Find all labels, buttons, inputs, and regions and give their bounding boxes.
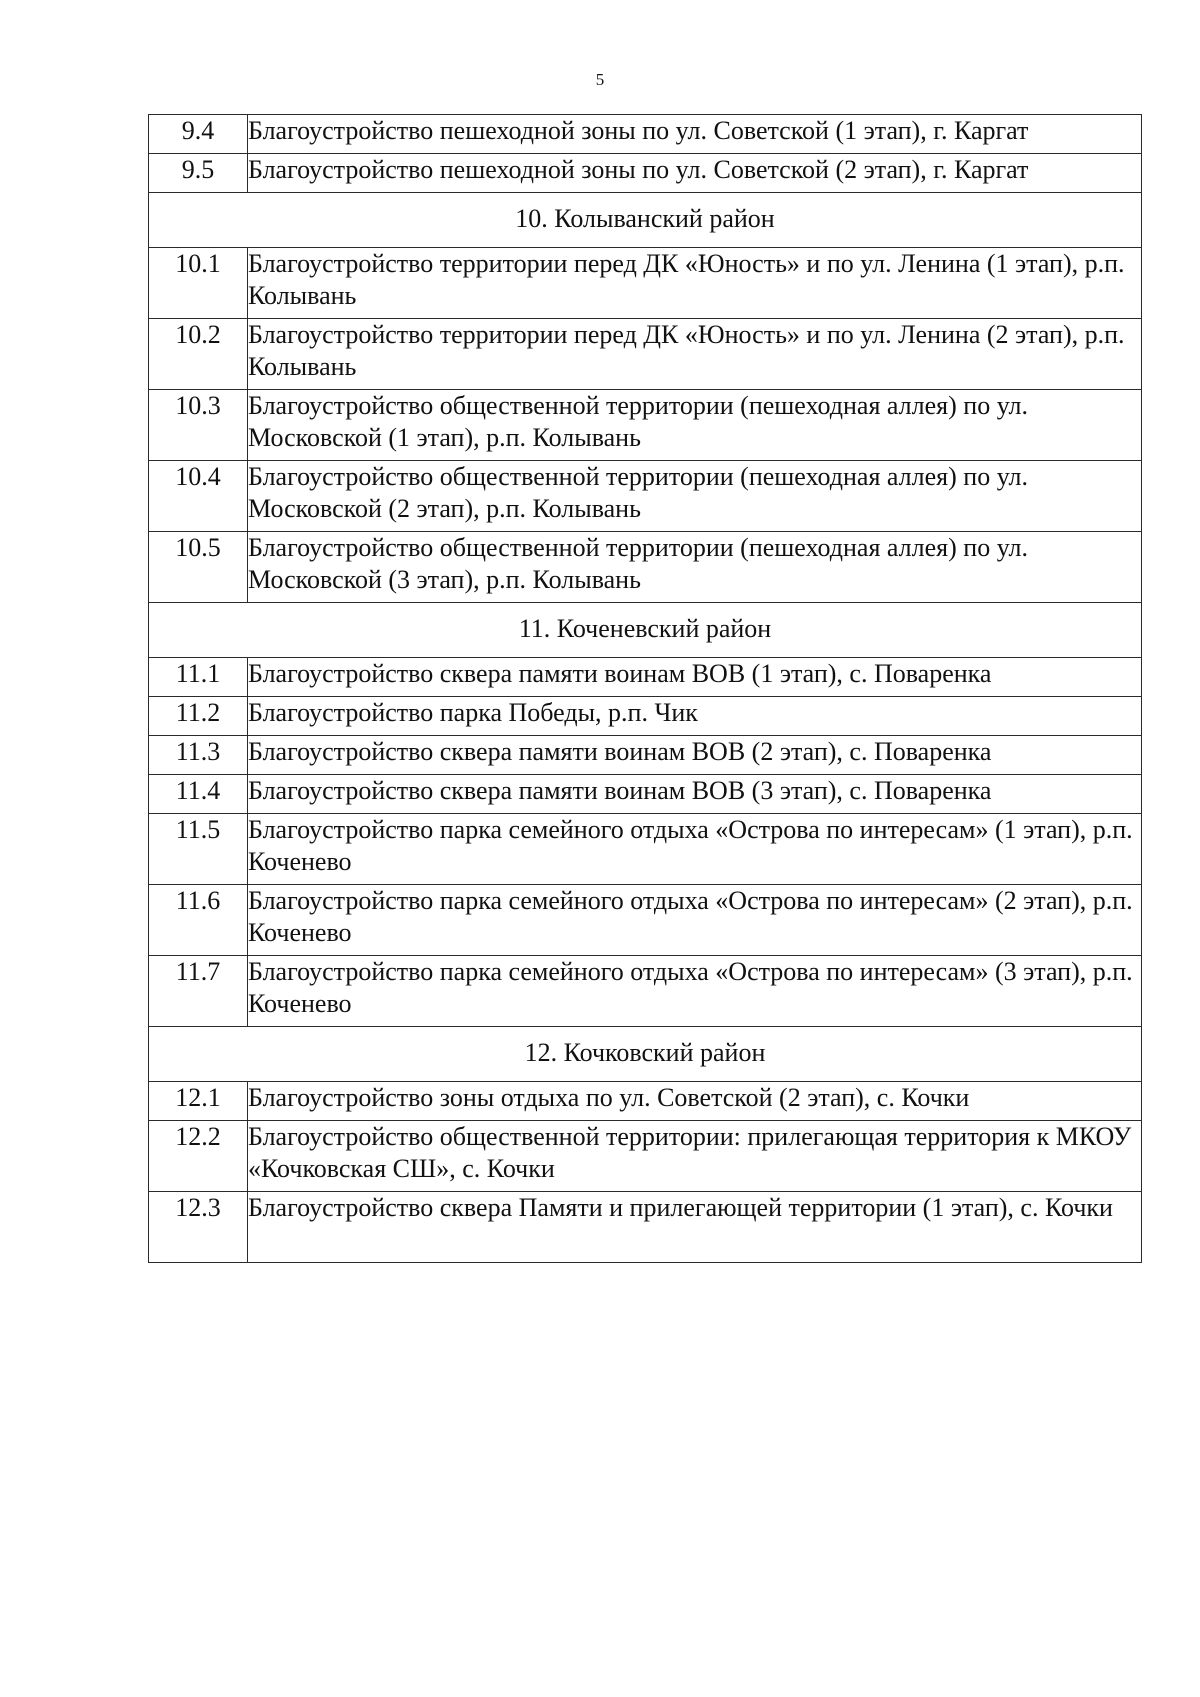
table-row — [149, 390, 1142, 461]
row-description: Благоустройство территории перед ДК «Юность» и по ул. Ленина (2 этап), р.п. Колывань — [248, 319, 1142, 390]
table-row — [149, 1192, 1142, 1263]
table-row — [149, 154, 1142, 193]
row-number: 9.5 — [149, 154, 248, 193]
row-description: Благоустройство парка семейного отдыха «Острова по интересам» (2 этап), р.п. Коченево — [248, 885, 1142, 956]
row-description: Благоустройство пешеходной зоны по ул. Советской (2 этап), г. Каргат — [248, 154, 1142, 193]
row-description: Благоустройство пешеходной зоны по ул. Советской (1 этап), г. Каргат — [248, 115, 1142, 154]
table-row — [149, 814, 1142, 885]
table-row — [149, 1082, 1142, 1121]
table-row — [149, 736, 1142, 775]
row-description: Благоустройство зоны отдыха по ул. Советской (2 этап), с. Кочки — [248, 1082, 1142, 1121]
row-number: 11.7 — [149, 956, 248, 1027]
table-row — [149, 885, 1142, 956]
table-row — [149, 532, 1142, 603]
row-number: 11.5 — [149, 814, 248, 885]
page-number: 5 — [595, 70, 605, 89]
row-number: 10.4 — [149, 461, 248, 532]
row-number: 10.3 — [149, 390, 248, 461]
section-title: 11. Коченевский район — [149, 603, 1142, 658]
row-number: 10.1 — [149, 248, 248, 319]
row-description: Благоустройство общественной территории (пешеходная аллея) по ул. Московской (1 этап), р.п. Колывань — [248, 390, 1142, 461]
row-description: Благоустройство сквера Памяти и прилегающей территории (1 этап), с. Кочки — [248, 1192, 1142, 1263]
row-number: 10.2 — [149, 319, 248, 390]
projects-table — [148, 114, 1142, 1263]
row-description: Благоустройство общественной территории (пешеходная аллея) по ул. Московской (2 этап), р.п. Колывань — [248, 461, 1142, 532]
table-row — [149, 115, 1142, 154]
row-number: 12.2 — [149, 1121, 248, 1192]
row-description: Благоустройство общественной территории: прилегающая территория к МКОУ «Кочковская СШ», с. Кочки — [248, 1121, 1142, 1192]
row-number: 11.6 — [149, 885, 248, 956]
section-title: 10. Колыванский район — [149, 193, 1142, 248]
row-number: 12.3 — [149, 1192, 248, 1263]
section-title: 12. Кочковский район — [149, 1027, 1142, 1082]
row-description: Благоустройство парка семейного отдыха «Острова по интересам» (3 этап), р.п. Коченево — [248, 956, 1142, 1027]
row-description: Благоустройство сквера памяти воинам ВОВ (3 этап), с. Поваренка — [248, 775, 1142, 814]
row-description: Благоустройство парка семейного отдыха «Острова по интересам» (1 этап), р.п. Коченево — [248, 814, 1142, 885]
row-number: 11.2 — [149, 697, 248, 736]
section-row — [149, 603, 1142, 658]
table-row — [149, 461, 1142, 532]
table-row — [149, 248, 1142, 319]
table-row — [149, 697, 1142, 736]
row-description: Благоустройство сквера памяти воинам ВОВ (2 этап), с. Поваренка — [248, 736, 1142, 775]
row-number: 9.4 — [149, 115, 248, 154]
table-row — [149, 658, 1142, 697]
row-number: 11.3 — [149, 736, 248, 775]
table-row — [149, 1121, 1142, 1192]
row-description: Благоустройство территории перед ДК «Юность» и по ул. Ленина (1 этап), р.п. Колывань — [248, 248, 1142, 319]
table-row — [149, 775, 1142, 814]
row-number: 11.4 — [149, 775, 248, 814]
row-number: 12.1 — [149, 1082, 248, 1121]
section-row — [149, 1027, 1142, 1082]
section-row — [149, 193, 1142, 248]
table-row — [149, 956, 1142, 1027]
row-description: Благоустройство сквера памяти воинам ВОВ (1 этап), с. Поваренка — [248, 658, 1142, 697]
row-number: 10.5 — [149, 532, 248, 603]
row-number: 11.1 — [149, 658, 248, 697]
table-row — [149, 319, 1142, 390]
row-description: Благоустройство общественной территории (пешеходная аллея) по ул. Московской (3 этап), р.п. Колывань — [248, 532, 1142, 603]
row-description: Благоустройство парка Победы, р.п. Чик — [248, 697, 1142, 736]
